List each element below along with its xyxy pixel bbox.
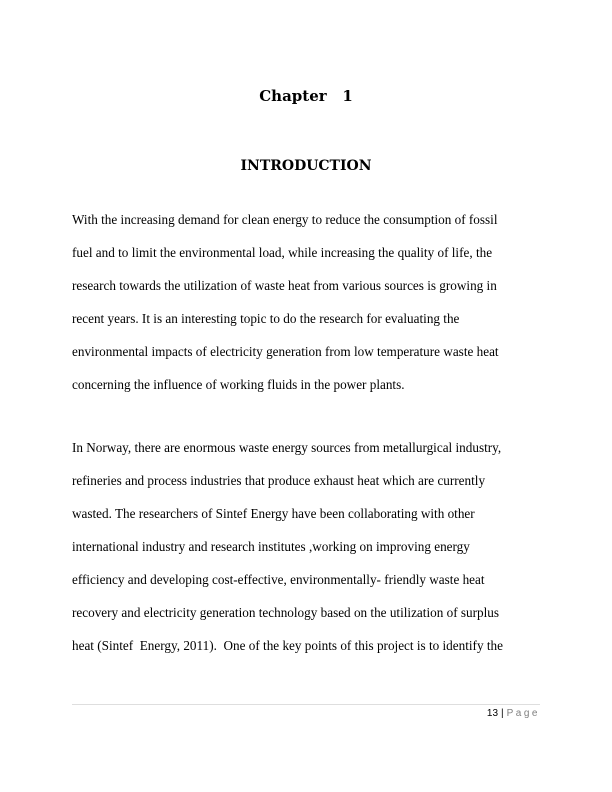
paragraph-line: wasted. The researchers of Sintef Energy have been collaborating with other — [72, 506, 475, 521]
page-number: 13 — [486, 708, 499, 719]
paragraph — [72, 440, 542, 671]
paragraph-line: In Norway, there are enormous waste energy sources from metallurgical industry, — [72, 440, 502, 455]
paragraph — [72, 212, 542, 410]
footer-divider — [72, 704, 540, 705]
section-title: INTRODUCTION — [240, 158, 372, 174]
paragraph-line: recovery and electricity generation technology based on the utilization of surplus — [72, 605, 499, 620]
paragraph-line: recent years. It is an interesting topic to do the research for evaluating the — [72, 311, 460, 326]
paragraph-line: concerning the influence of working fluids in the power plants. — [72, 377, 405, 392]
paragraph-line: efficiency and developing cost-effective, environmentally- friendly waste heat — [72, 572, 485, 587]
page-label: Page — [506, 708, 540, 719]
paragraph-line: research towards the utilization of waste heat from various sources is growing in — [72, 278, 497, 293]
page-number-separator: | — [501, 708, 504, 719]
paragraph-line: With the increasing demand for clean energy to reduce the consumption of fossil — [72, 212, 498, 227]
paragraph-line: environmental impacts of electricity generation from low temperature waste heat — [72, 344, 499, 359]
paragraph-line: fuel and to limit the environmental load, while increasing the quality of life, the — [72, 245, 493, 260]
paragraph-line: refineries and process industries that produce exhaust heat which are currently — [72, 473, 486, 488]
page-number-footer — [487, 708, 540, 719]
chapter-title: Chapter 1 — [259, 87, 353, 105]
paragraph-line: heat (Sintef Energy, 2011). One of the key points of this project is to identify the — [72, 638, 503, 653]
paragraph-line: international industry and research institutes ,working on improving energy — [72, 539, 470, 554]
